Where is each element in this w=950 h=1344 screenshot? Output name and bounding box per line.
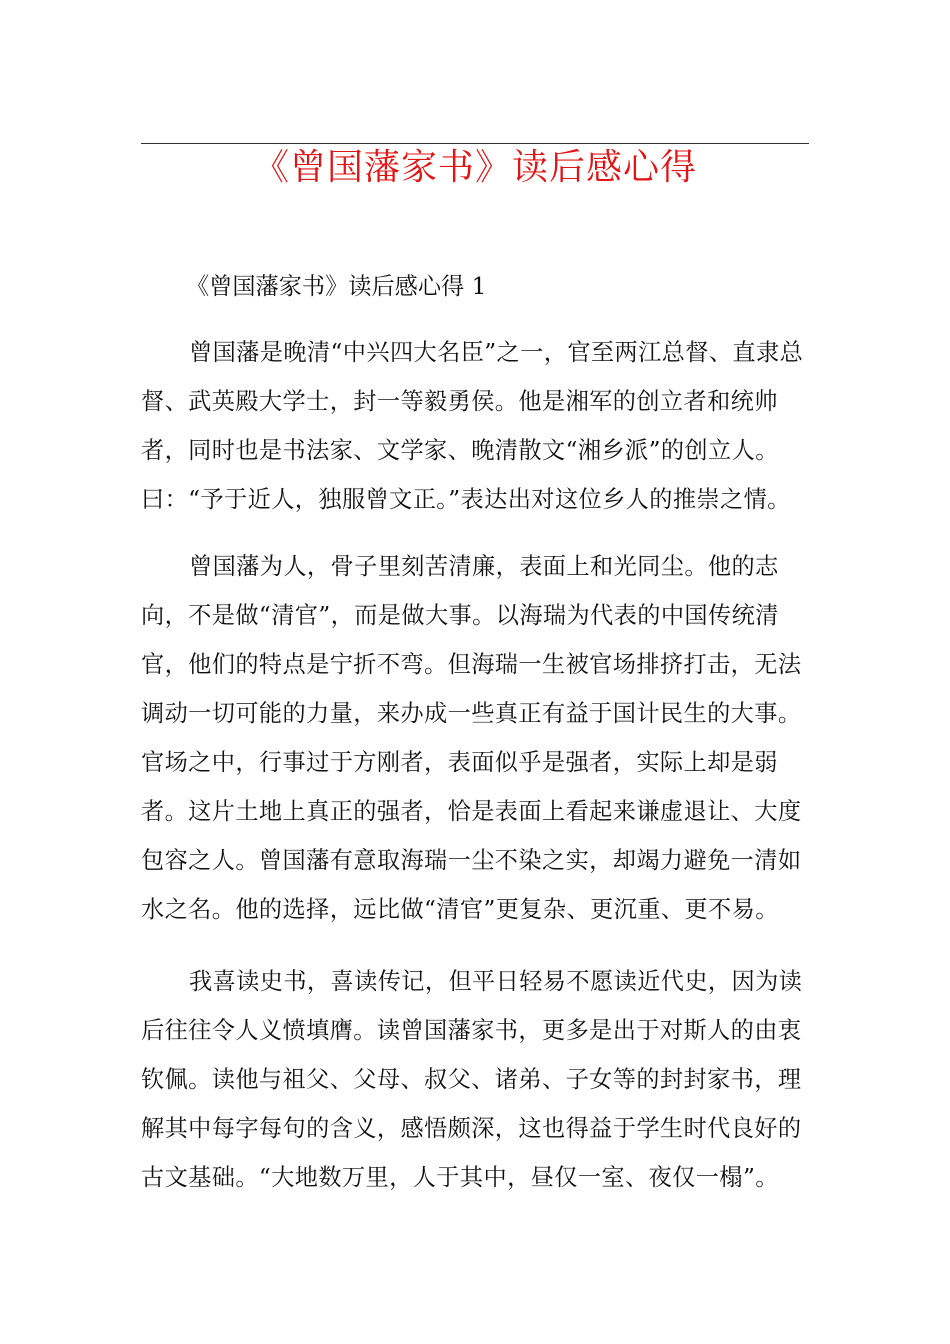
paragraph-3: 我喜读史书，喜读传记，但平日轻易不愿读近代史，因为读后往往令人义愤填膺。读曾国藩家书，更多是出于对斯人的由衷钦佩。读他与祖父、父母、叔父、诸弟、子女等的封封家书，理解其中每字每句的含义，感悟颇深，这也得益于学生时代良好的古文基础。“大地数万里，人于其中，昼仅一室、夜仅一榻”。 (141, 968, 803, 1191)
document-title: 《曾国藩家书》读后感心得 (252, 147, 697, 188)
section-subtitle: 《曾国藩家书》读后感心得 1 (186, 273, 487, 300)
paragraph-1: 曾国藩是晚清“中兴四大名臣”之一，官至两江总督、直隶总督、武英殿大学士，封一等毅勇侯。他是湘军的创立者和统帅者，同时也是书法家、文学家、晚清散文“湘乡派”的创立人。曰：“予于近人，独服曾文正。”表达出对这位乡人的推崇之情。 (141, 339, 804, 513)
paragraph-2: 曾国藩为人，骨子里刻苦清廉，表面上和光同尘。他的志向，不是做“清官”，而是做大事。以海瑞为代表的中国传统清官，他们的特点是宁折不弯。但海瑞一生被官场排挤打击，无法调动一切可能的力量，来办成一些真正有益于国计民生的大事。官场之中，行事过于方刚者，表面似乎是强者，实际上却是弱者。这片土地上真正的强者，恰是表面上看起来谦虚退让、大度包容之人。曾国藩有意取海瑞一尘不染之实，却竭力避免一清如水之名。他的选择，远比做“清官”更复杂、更沉重、更不易。 (141, 553, 802, 923)
